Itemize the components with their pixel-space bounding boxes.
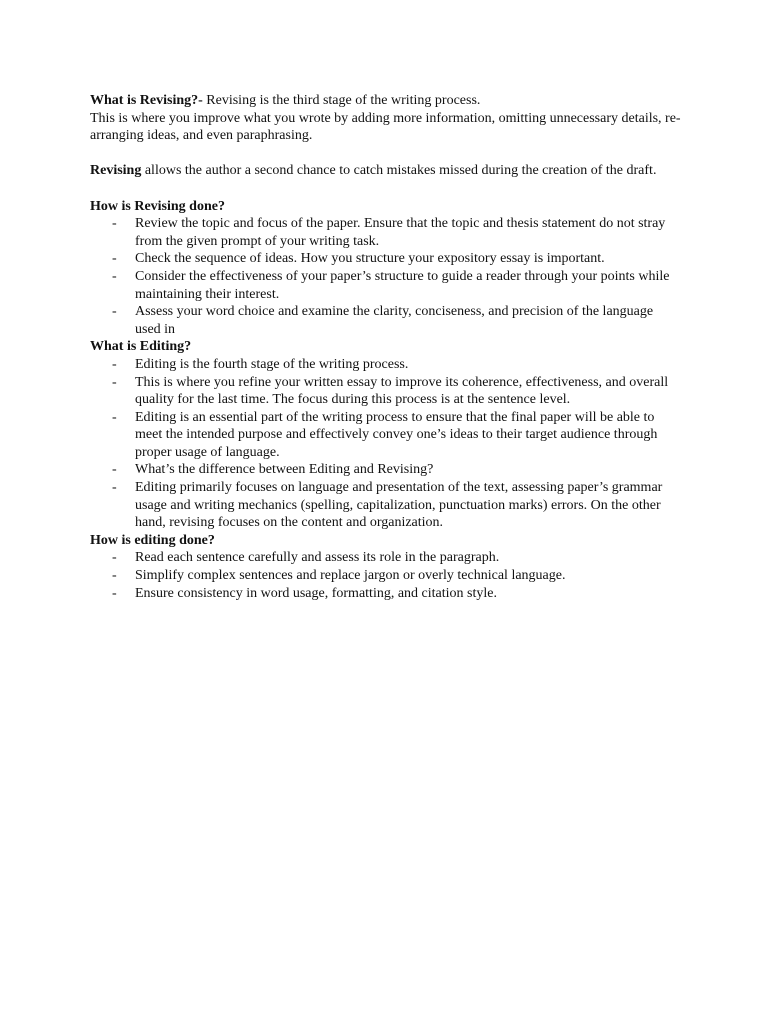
list-item [90,250,682,268]
list-item-text: Ensure consistency in word usage, formatting, and citation style. [135,585,497,601]
list-item-text: Read each sentence carefully and assess its role in the paragraph. [135,550,500,566]
list-item-text: Assess your word choice and examine the clarity, conciseness, and precision of the language used in [135,304,654,337]
bullet-dash: - [112,268,117,284]
what-editing-heading: What is Editing? [90,339,192,355]
list-item [90,585,682,603]
how-revising-list [90,215,682,338]
bullet-dash: - [112,409,117,425]
list-item-text: Simplify complex sentences and replace jargon or overly technical language. [135,568,566,584]
blank-line [90,180,682,198]
list-item [90,549,682,567]
list-item [90,479,682,532]
how-editing-heading: How is editing done? [90,532,215,548]
bullet-dash: - [112,216,117,232]
list-item [90,409,682,462]
revising-definition [90,92,682,110]
what-editing-list [90,356,682,532]
how-revising-heading: How is Revising done? [90,198,225,214]
bullet-dash: - [112,585,117,601]
list-item-text: Editing is an essential part of the writing process to ensure that the final paper will be able to meet the intended purpose and effectively convey one’s ideas to their target audience through proper usage of language. [135,409,658,460]
document-page [90,92,682,602]
list-item-text: This is where you refine your written essay to improve its coherence, effectiveness, and overall quality for the last time. The focus during this process is at the sentence level. [135,374,669,408]
bullet-dash: - [112,356,117,372]
blank-line [90,145,682,163]
revising-chance-text: allows the author a second chance to catch mistakes missed during the creation of the draft. [141,163,657,179]
revising-chance [90,162,682,180]
list-item [90,268,682,303]
list-item-text: What’s the difference between Editing and Revising? [135,462,434,478]
list-item [90,374,682,409]
bullet-dash: - [112,462,117,478]
list-item-text: Review the topic and focus of the paper. Ensure that the topic and thesis statement do not stray from the given prompt of your writing task. [135,216,666,249]
list-item [90,303,682,338]
bullet-dash: - [112,550,117,566]
list-item [90,356,682,374]
bullet-dash: - [112,568,117,584]
list-item-text: Editing primarily focuses on language and presentation of the text, assessing paper’s grammar usage and writing mechanics (spelling, capitalization, punctuation marks) errors. On the other hand, revising focuses on the content and organization. [135,480,663,531]
list-item [90,215,682,250]
revising-definition-text: Revising is the third stage of the writing process. [202,93,481,108]
list-item [90,461,682,479]
revising-term: What is Revising?- [90,93,203,108]
list-item-text: Editing is the fourth stage of the writing process. [135,356,409,372]
bullet-dash: - [112,480,117,496]
list-item [90,567,682,585]
how-editing-list [90,549,682,602]
list-item-text: Consider the effectiveness of your paper’s structure to guide a reader through your points while maintaining their interest. [135,268,670,302]
revising-chance-term: Revising [90,163,142,179]
revising-detail: This is where you improve what you wrote by adding more information, omitting unnecessary details, re-arranging ideas, and even paraphrasing. [90,110,681,144]
bullet-dash: - [112,304,117,320]
list-item-text: Check the sequence of ideas. How you structure your expository essay is important. [135,251,605,267]
bullet-dash: - [112,374,117,390]
bullet-dash: - [112,251,117,267]
